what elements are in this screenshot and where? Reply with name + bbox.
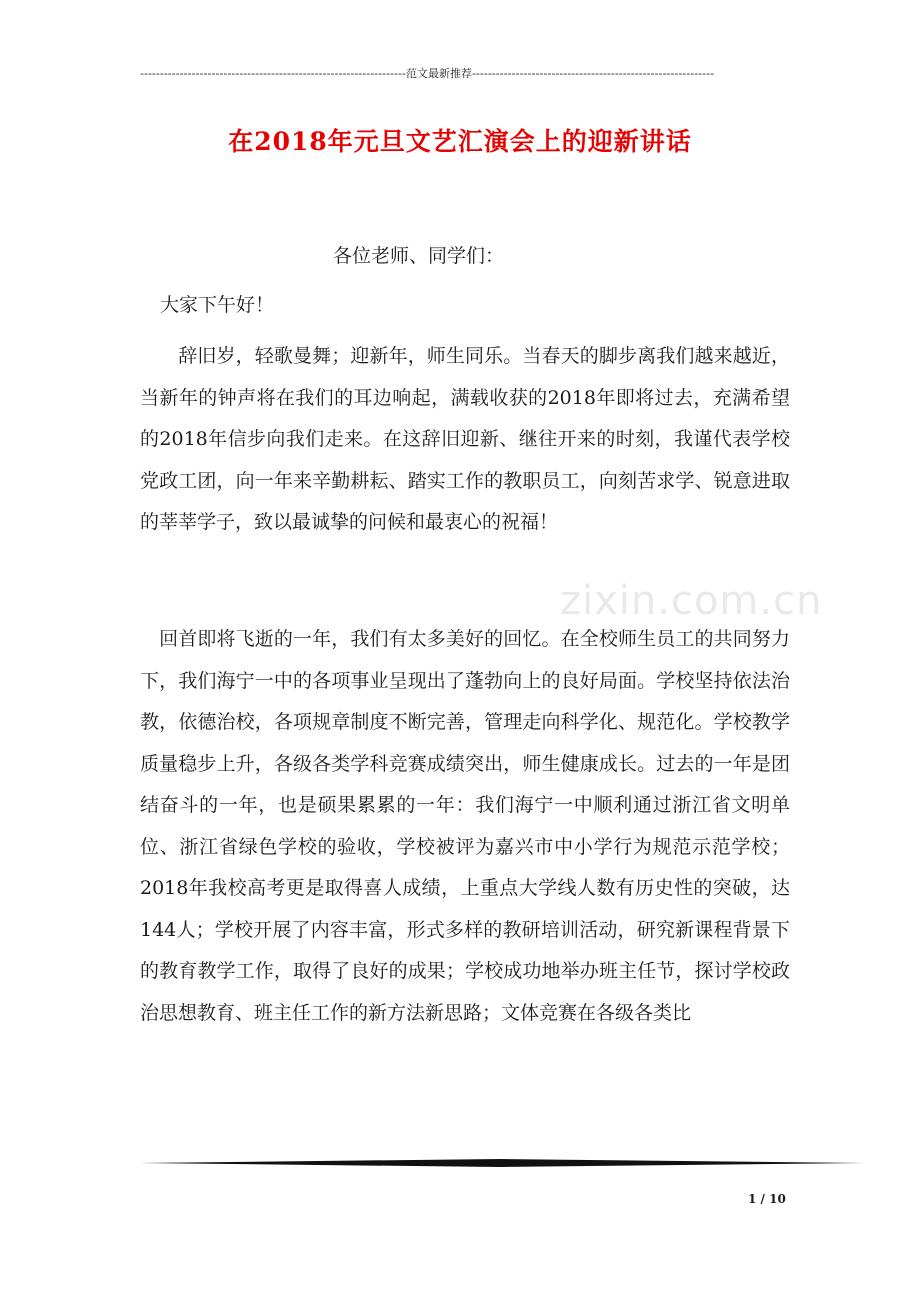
body-paragraph: 回首即将飞逝的一年，我们有太多美好的回忆。在全校师生员工的共同努力下，我们海宁一中的各项事业呈现出了蓬勃向上的良好局面。学校坚持依法治教，依德治校，各项规章制度不断完善，管理走向科学化、规范化。学校教学质量稳步上升，各级各类学科竞赛成绩突出，师生健康成长。过去的一年是团结奋斗的一年，也是硕果累累的一年：我们海宁一中顺利通过浙江省文明单位、浙江省绿色学校的验收，学校被评为嘉兴市中小学行为规范示范学校；2018年我校高考更是取得喜人成绩，上重点大学线人数有历史性的突破，达144人；学校开展了内容丰富，形式多样的教研培训活动，研究新课程背景下的教育教学工作，取得了良好的成果；学校成功地举办班主任节，探讨学校政治思想教育、班主任工作的新方法新思路；文体竞赛在各级各类比: [140, 628, 790, 1024]
document-title: 在2018年元旦文艺汇演会上的迎新讲话: [228, 127, 692, 156]
salutation: 各位老师、同学们：: [333, 245, 505, 267]
greeting: 大家下午好！: [160, 294, 275, 316]
watermark: zixin.com.cn: [560, 578, 823, 624]
page-header: -------------------------------------------------------------------范文最新推荐-------------------------------------------------------------: [140, 67, 715, 80]
page-number: 1 / 10: [748, 1192, 786, 1206]
footer-rule: [140, 1158, 864, 1168]
body-paragraph: 辞旧岁，轻歌曼舞；迎新年，师生同乐。当春天的脚步离我们越来越近，当新年的钟声将在我们的耳边响起，满载收获的2018年即将过去，充满希望的2018年信步向我们走来。在这辞旧迎新、继往开来的时刻，我谨代表学校党政工团，向一年来辛勤耕耘、踏实工作的教职员工，向刻苦求学、锐意进取的莘莘学子，致以最诚挚的问候和最衷心的祝福！: [140, 345, 790, 533]
